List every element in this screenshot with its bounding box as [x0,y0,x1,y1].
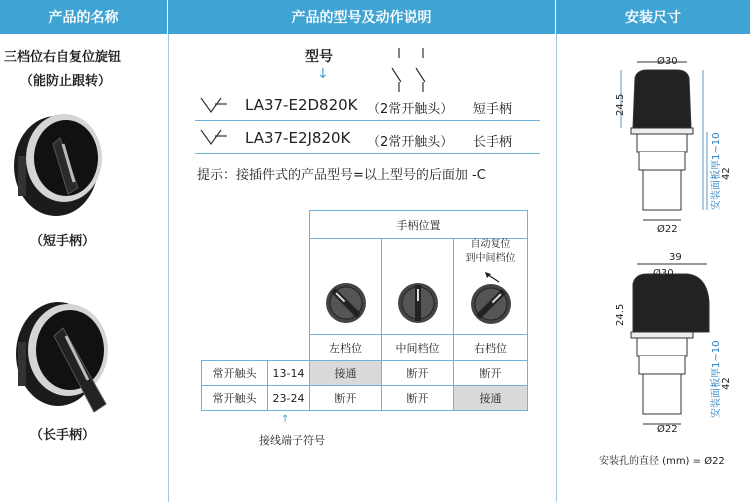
dimensions-column [557,34,750,502]
model-handle: 长手柄 [473,135,513,150]
up-arrow-icon: ↑ [281,414,290,425]
contact-label: 常开触头 [202,386,268,411]
contact-label: 常开触头 [202,361,268,386]
handle-position-title: 手柄位置 [310,211,528,239]
header-product-name: 产品的名称 [0,0,168,34]
state-cell: 接通 [454,386,528,411]
terminal-caption: 接线端子符号 [259,434,325,447]
model-code: LA37-E2J820K [245,129,351,147]
position-label: 中间档位 [382,335,454,361]
knob-middle-position-icon [396,281,440,325]
dimension-label: Ø30 [657,56,678,67]
dimension-label: 42 [721,167,732,180]
header-bar [0,0,750,34]
row-divider [195,153,540,154]
position-label: 左档位 [310,335,382,361]
auto-return-label-2: 到中间档位 [465,253,516,264]
terminal-label: 23-24 [268,386,310,411]
mounting-hole-note: 安装孔的直径 (mm) = Ø22 [599,456,725,467]
position-middle-cell [382,239,454,335]
state-cell: 接通 [310,361,382,386]
auto-return-label: 自动复位 [470,239,511,250]
rotary-switch-symbol-icon [199,128,229,148]
dimension-label: 42 [721,377,732,390]
dimension-label: 24.5 [615,93,626,116]
row-divider [195,120,540,121]
rotary-switch-symbol-icon [199,96,229,116]
long-handle-caption: （长手柄） [30,428,96,443]
model-column [169,34,556,502]
knob-right-position-icon [463,268,519,326]
plug-in-model-hint: 提示：接插件式的产品型号=以上型号的后面加 -C [197,168,486,183]
product-name: 三档位右自复位旋钮 [4,50,122,65]
header-install-dimensions: 安装尺寸 [556,0,750,34]
state-cell: 断开 [382,361,454,386]
long-handle-knob-image [8,284,138,429]
dimension-label: 安装面板厚1~10 [711,340,722,418]
down-arrow-icon: ↓ [317,66,329,82]
header-model-description: 产品的型号及动作说明 [168,0,556,34]
model-handle: 短手柄 [473,102,513,117]
dimension-label: 安装面板厚1~10 [711,132,722,210]
dimension-label: 24.5 [615,303,626,326]
model-contacts: （2常开触头） [367,135,454,150]
table-row [202,361,528,386]
terminal-label: 13-14 [268,361,310,386]
short-handle-caption: （短手柄） [30,234,96,249]
contact-position-table [201,210,528,411]
position-left-cell [310,239,382,335]
state-cell: 断开 [310,386,382,411]
dimension-label: Ø30 [653,268,674,279]
state-cell: 断开 [454,361,528,386]
product-note: （能防止跟转） [20,74,112,89]
knob-left-position-icon [324,281,368,325]
model-contacts: （2常开触头） [367,102,454,117]
dimension-label: Ø22 [657,224,678,235]
position-label: 右档位 [454,335,528,361]
dimension-label: 39 [669,252,682,263]
short-handle-knob-image [8,96,118,226]
model-code: LA37-E2D820K [245,96,358,114]
model-label: 型号 [305,49,333,65]
state-cell: 断开 [382,386,454,411]
table-row [202,386,528,411]
product-column [0,34,168,502]
position-right-cell [454,239,528,335]
dimension-label: Ø22 [657,424,678,435]
normally-open-contact-icon [387,46,437,94]
